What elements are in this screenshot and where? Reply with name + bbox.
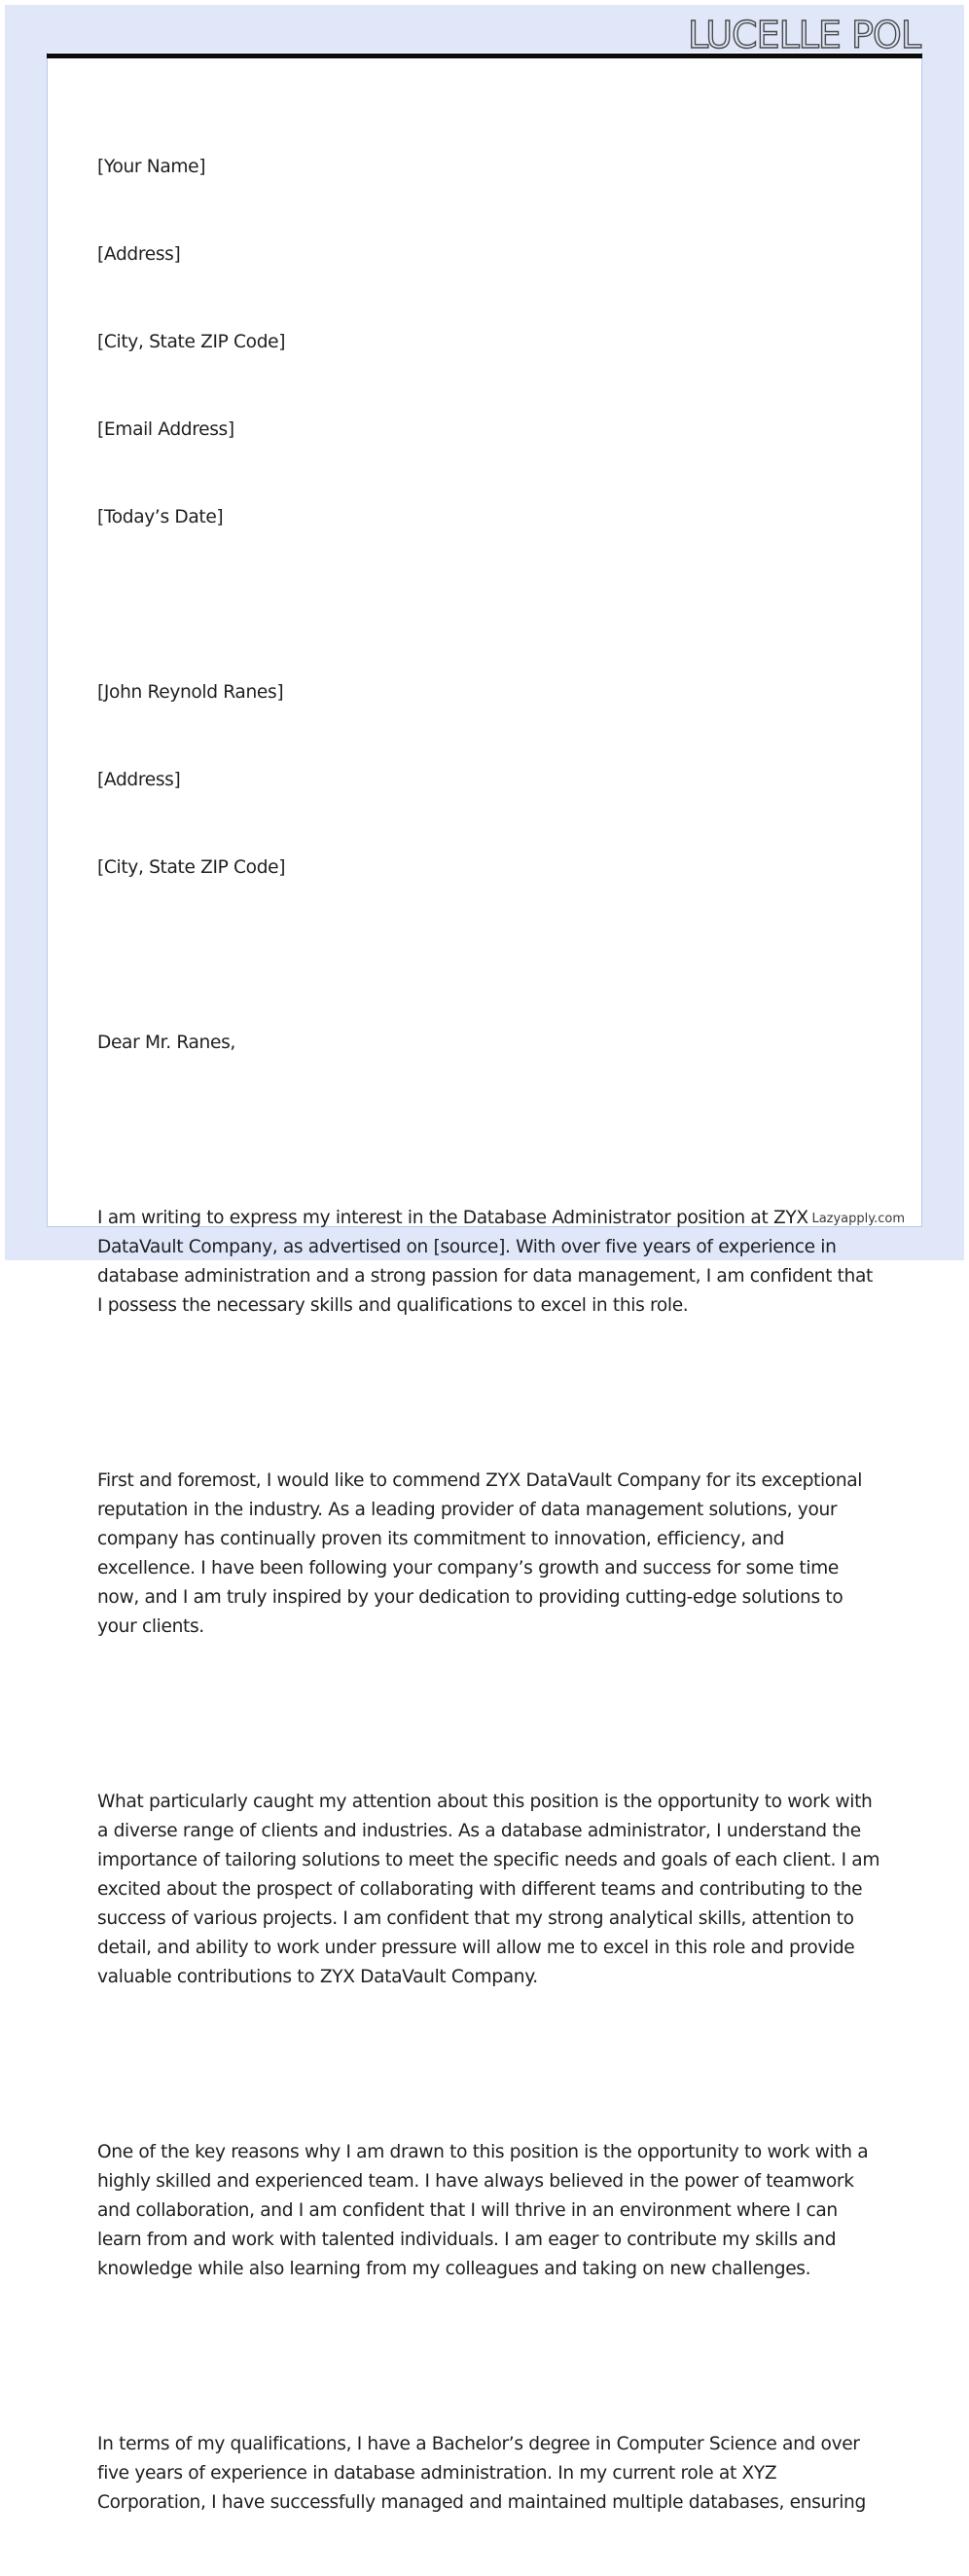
body-paragraph: First and foremost, I would like to commend ZYX DataVault Company for its exceptional reputation in the industry. As a leading provider of data management solutions, your company has continually proven its commitment to innovation, efficiency, and excellence. I have been following your company’s growth and success for some time now, and I am truly inspired by your dedication to providing cutting-edge solutions to your clients. bbox=[97, 1470, 868, 1637]
recipient-address: [Address] bbox=[97, 770, 181, 790]
body-paragraph: What particularly caught my attention about this position is the opportunity to work with a diverse range of clients and industries. As a database administrator, I understand the importance of tailoring solutions to meet the specific needs and goals of each client. I am excited about the prospect of collaborating with different teams and contributing to the success of various projects. I am confident that my strong analytical skills, attention to detail, and ability to work under pressure will allow me to excel in this role and provide valuable contributions to ZYX DataVault Company. bbox=[97, 1792, 885, 1987]
sender-email: [Email Address] bbox=[97, 419, 234, 440]
applicant-name-banner: LUCELLE POL bbox=[687, 14, 920, 56]
recipient-city-state-zip: [City, State ZIP Code] bbox=[97, 857, 286, 878]
spacer bbox=[97, 2050, 881, 2080]
sender-name: [Your Name] bbox=[97, 157, 206, 177]
spacer bbox=[97, 1116, 881, 1145]
spacer bbox=[97, 2342, 881, 2372]
watermark-text: Lazyapply.com bbox=[811, 1212, 905, 1226]
recipient-name: [John Reynold Ranes] bbox=[97, 682, 284, 703]
spacer bbox=[97, 941, 881, 970]
document-frame bbox=[5, 5, 964, 2513]
spacer bbox=[97, 1700, 881, 1729]
sender-address: [Address] bbox=[97, 244, 181, 265]
spacer bbox=[97, 1379, 881, 1408]
body-paragraph: One of the key reasons why I am drawn to this position is the opportunity to work with a highly skilled and experienced team. I have always believed in the power of teamwork and collaboration, and I am confident that I will thrive in an environment where I can learn from and work with talented individuals. I am eager to contribute my skills and knowledge while also learning from my colleagues and taking on new challenges. bbox=[97, 2142, 874, 2279]
letter-date: [Today’s Date] bbox=[97, 507, 224, 527]
cover-letter-body bbox=[97, 94, 885, 2576]
body-paragraph: In terms of my qualifications, I have a Bachelor’s degree in Computer Science and over five years of experience in database administration. In my current role at XYZ Corporation, I have successfully managed and maintained multiple databases, ensuring bbox=[97, 2434, 866, 2513]
spacer bbox=[97, 591, 881, 620]
salutation: Dear Mr. Ranes, bbox=[97, 1033, 235, 1053]
sender-city-state-zip: [City, State ZIP Code] bbox=[97, 332, 286, 352]
body-paragraph: I am writing to express my interest in the Database Administrator position at ZYX DataVault Company, as advertised on [source]. With over five years of experience in database administration and a strong passion for data management, I am confident that I possess the necessary skills and qualifications to excel in this role. bbox=[97, 1208, 873, 1316]
